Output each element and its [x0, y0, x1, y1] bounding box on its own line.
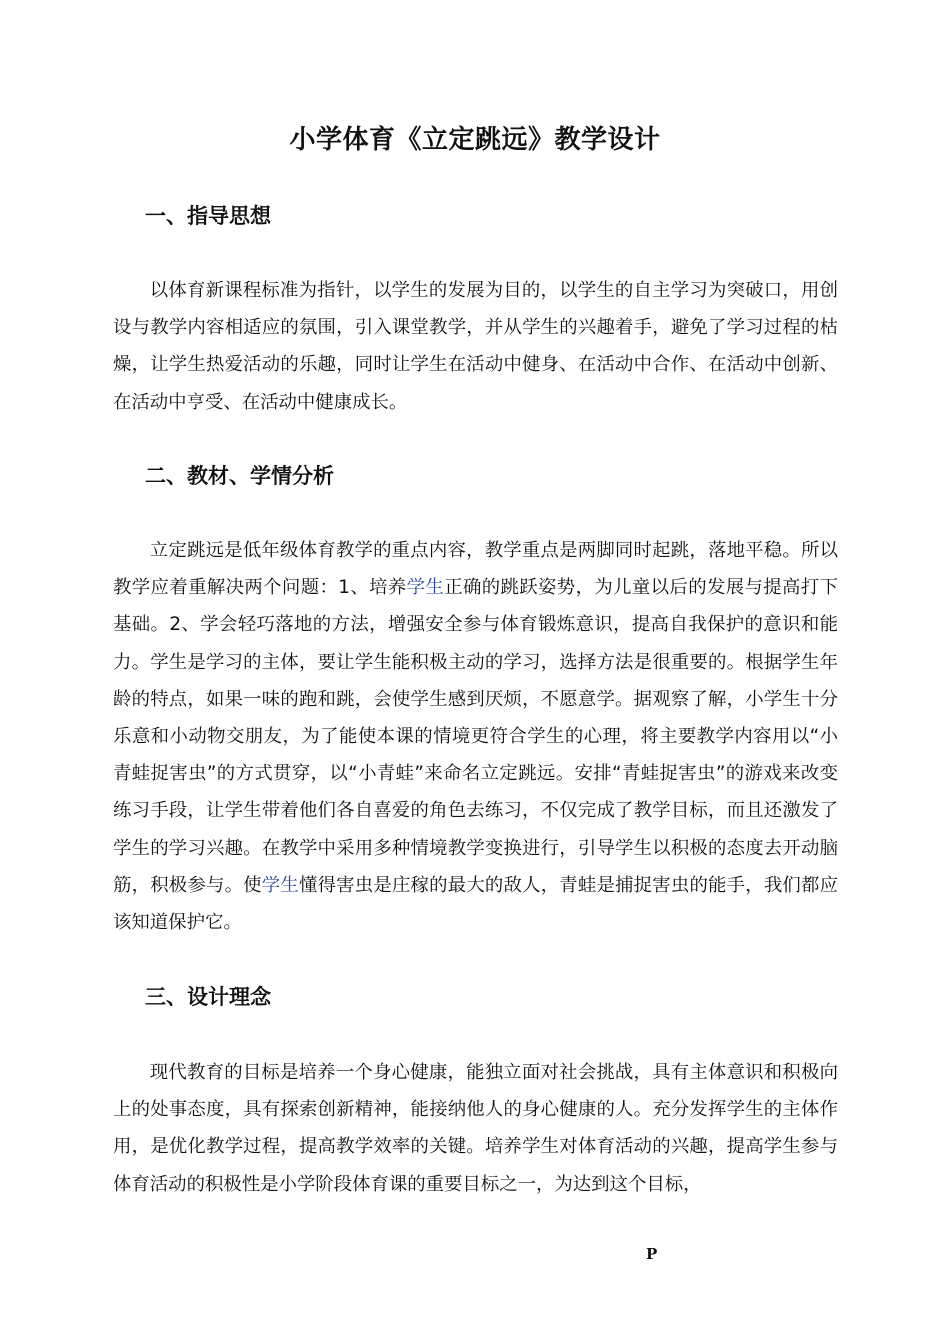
section-paragraph-design-concept: 现代教育的目标是培养一个身心健康，能独立面对社会挑战，具有主体意识和积极向上的处事态度，具有探索创新精神，能接纳他人的身心健康的人。充分发挥学生的主体作用，是优化教学过程，提高教学效率的关键。培养学生对体育活动的兴趣，提高学生参与体育活动的积极性是小学阶段体育课的重要目标之一，为达到这个目标，	[113, 1062, 838, 1195]
analysis-text-part: 懂得害虫是庄稼的最大的敌人，青蛙是捕捉害虫的能手，我们都应该知道保护它。	[113, 874, 838, 934]
section-heading-analysis: 二、教材、学情分析	[145, 464, 334, 488]
section-paragraph-analysis	[113, 532, 838, 941]
student-link[interactable]: 学生	[406, 577, 445, 599]
student-link[interactable]: 学生	[261, 874, 299, 896]
analysis-text-part: 立定跳远是低年级体育教学的重点内容，教学重点是两脚同时起跳，落地平稳。所以教学应着重解决两个问题：1、培养	[113, 540, 838, 599]
section-paragraph-guiding-thought: 以体育新课程标准为指针，以学生的发展为目的，以学生的自主学习为突破口，用创设与教学内容相适应的氛围，引入课堂教学，并从学生的兴趣着手，避免了学习过程的枯燥，让学生热爱活动的乐趣，同时让学生在活动中健身、在活动中合作、在活动中创新、在活动中亨受、在活动中健康成长。	[113, 280, 838, 413]
section-heading-guiding-thought: 一、指导思想	[145, 204, 271, 228]
section-heading-design-concept: 三、设计理念	[145, 985, 271, 1009]
page-number: P	[646, 1245, 658, 1263]
document-title: 小学体育《立定跳远》教学设计	[289, 125, 661, 155]
analysis-text-part: 正确的跳跃姿势，为儿童以后的发展与提高打下基础。2、学会轻巧落地的方法，增强安全参与体育锻炼意识，提高自我保护的意识和能力。学生是学习的主体，要让学生能积极主动的学习，选择方法是很重要的。根据学生年龄的特点，如果一味的跑和跳，会使学生感到厌烦，不愿意学。据观察了解，小学生十分乐意和小动物交朋友，为了能使本课的情境更符合学生的心理，将主要教学内容用以“小青蛙捉害虫”的方式贯穿，以“小青蛙”来命名立定跳远。安排“青蛙捉害虫”的游戏来改变练习手段，让学生带着他们各自喜爱的角色去练习，不仅完成了教学目标，而且还激发了学生的学习兴趣。在教学中采用多种情境教学变换进行，引导学生以积极的态度去开动脑筋，积极参与。使	[113, 577, 838, 896]
